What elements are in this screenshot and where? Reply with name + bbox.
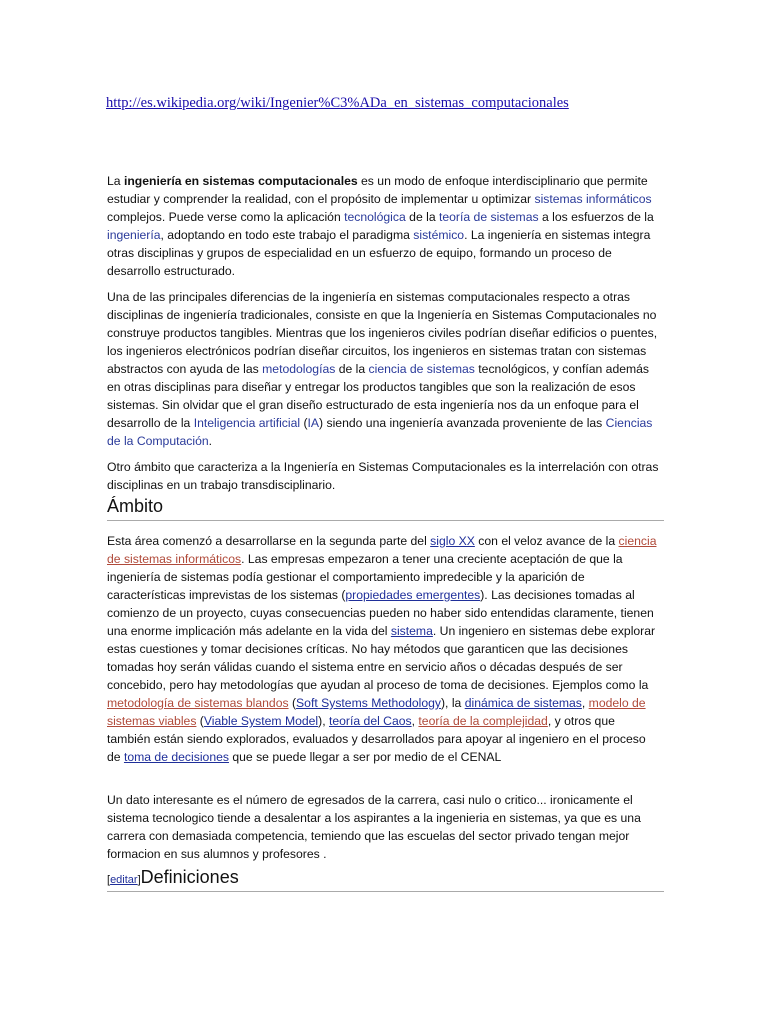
link-teoria-de-sistemas[interactable]: teoría de sistemas (438, 210, 539, 224)
section-heading-ambito: Ámbito (107, 496, 664, 521)
link-sistemico[interactable]: sistémico (413, 228, 465, 242)
link-toma-de-decisiones[interactable]: toma de decisiones (123, 750, 229, 764)
link-dinamica-de-sistemas[interactable]: dinámica de sistemas (464, 696, 582, 710)
edit-section-control: [editar] (107, 874, 141, 886)
link-metodologias[interactable]: metodologías (262, 362, 336, 376)
link-viable-system-model[interactable]: Viable System Model (203, 714, 319, 728)
link-metodologia-sistemas-blandos[interactable]: metodología de sistemas blandos (107, 696, 289, 710)
link-teoria-de-la-complejidad[interactable]: teoría de la complejidad (418, 714, 548, 728)
link-tecnologica[interactable]: tecnológica (344, 210, 406, 224)
link-ciencia-de-sistemas-informaticos[interactable]: ciencia de sistemas informáticos (107, 534, 657, 566)
link-sistema[interactable]: sistema (390, 624, 433, 638)
edit-link[interactable]: editar (110, 874, 138, 886)
section-heading-definiciones (107, 867, 664, 892)
link-sistemas-informaticos[interactable]: sistemas informáticos (534, 192, 652, 206)
link-soft-systems-methodology[interactable]: Soft Systems Methodology (296, 696, 441, 710)
article-term-bold: ingeniería en sistemas computacionales (123, 174, 358, 188)
link-modelo-sistemas-viables[interactable]: modelo de sistemas viables (107, 696, 646, 728)
link-teoria-del-caos[interactable]: teoría del Caos (328, 714, 412, 728)
link-propiedades-emergentes[interactable]: propiedades emergentes (345, 588, 481, 602)
link-siglo-xx[interactable]: siglo XX (430, 534, 475, 548)
dato-paragraph: Un dato interesante es el número de egresados de la carrera, casi nulo o critico... ironicamente el sistema tecnologico tiende a desalentar a los aspirantes a la ingenieria en sistemas, ya que es una carrera con demasiada competencia, temiendo que las escuelas del sector privado tengan mejor formacion en sus alumnos y profesores . (107, 793, 641, 861)
ambito-paragraph: Esta área comenzó a desarrollarse en la segunda parte del siglo XX con el veloz avance de la ciencia de sistemas informáticos. Las empresas empezaron a tener una creciente aceptación de que la ingeniería de sistemas podía gestionar el comportamiento impredecible y la aparición de características imprevistas de los sistemas (propiedades emergentes). Las decisiones tomadas al comienzo de un proyecto, cuyas consecuencias pueden no haber sido entendidas claramente, tienen una enorme implicación más adelante en la vida del sistema. Un ingeniero en sistemas debe explorar estas cuestiones y tomar decisiones críticas. No hay métodos que garanticen que las decisiones tomadas hoy serán válidas cuando el sistema entre en servicio años o décadas después de ser concebido, pero hay metodologías que ayudan al proceso de toma de decisiones. Ejemplos como la metodología de sistemas blandos (Soft Systems Methodology), la dinámica de sistemas, modelo de sistemas viables (Viable System Model), teoría del Caos, teoría de la complejidad, y otros que también están siendo explorados, evaluados y desarrollados para apoyar al ingeniero en el proceso de toma de decisiones que se puede llegar a ser por medio de el CENAL (107, 534, 657, 764)
intro-paragraph-3: Otro ámbito que caracteriza a la Ingeniería en Sistemas Computacionales es la interrelación con otras disciplinas en un trabajo transdisciplinario. (107, 460, 659, 492)
dato-section (107, 791, 661, 871)
link-ciencia-de-sistemas[interactable]: ciencia de sistemas (368, 362, 475, 376)
link-ia[interactable]: IA (307, 416, 320, 430)
link-inteligencia-artificial[interactable]: Inteligencia artificial (193, 416, 301, 430)
intro-section (107, 172, 661, 502)
intro-paragraph-1: La ingeniería en sistemas computacionales es un modo de enfoque interdisciplinario que permite estudiar y comprender la realidad, con el propósito de implementar u optimizar sistemas informáticos complejos. Puede verse como la aplicación tecnológica de la teoría de sistemas a los esfuerzos de la ingeniería, adoptando en todo este trabajo el paradigma sistémico. La ingeniería en sistemas integra otras disciplinas y grupos de especialidad en un esfuerzo de equipo, formando un proceso de desarrollo estructurado. (107, 174, 654, 278)
intro-paragraph-2: Una de las principales diferencias de la ingeniería en sistemas computacionales respecto a otras disciplinas de ingeniería tradicionales, consiste en que la Ingeniería en Sistemas Computacionales no construye productos tangibles. Mientras que los ingenieros civiles podrían diseñar edificios o puentes, los ingenieros electrónicos podrían diseñar circuitos, los ingenieros en sistemas tratan con sistemas abstractos con ayuda de las metodologías de la ciencia de sistemas tecnológicos, y confían además en otras disciplinas para diseñar y entregar los productos tangibles que son la realización de esos sistemas. Sin olvidar que el gran diseño estructurado de esta ingeniería nos da un enfoque para el desarrollo de la Inteligencia artificial (IA) siendo una ingeniería avanzada proveniente de las Ciencias de la Computación. (107, 290, 658, 448)
link-ciencias-de-la-computacion[interactable]: Ciencias de la Computación (107, 416, 653, 448)
source-url-link[interactable]: http://es.wikipedia.org/wiki/Ingenier%C3%ADa_en_sistemas_computacionales (106, 95, 569, 111)
ambito-section (107, 532, 661, 774)
definiciones-heading-text: Definiciones (140, 867, 239, 887)
link-ingenieria[interactable]: ingeniería (107, 228, 161, 242)
